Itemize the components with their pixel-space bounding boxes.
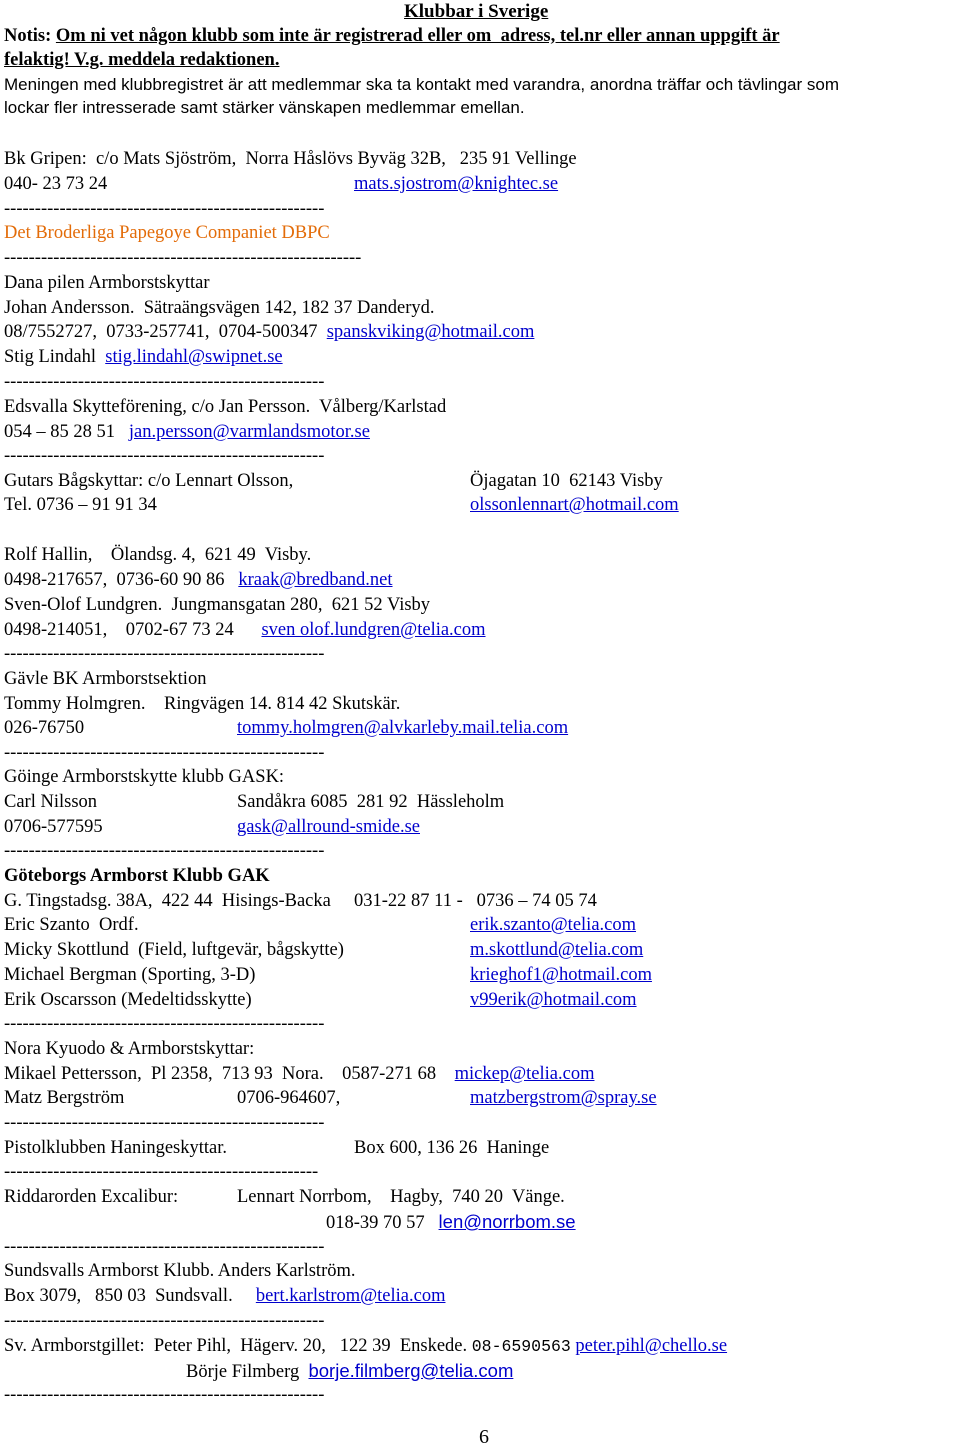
separator: ---------------------------------------------------- [4, 446, 325, 466]
armborstgillet-phone: 08-6590563 [471, 1337, 571, 1356]
dana-club-name: Dana pilen Armborstskyttar [4, 273, 210, 293]
goinge-address: Sandåkra 6085 281 92 Hässleholm [237, 792, 505, 812]
goinge-email-link[interactable]: gask@allround-smide.se [237, 817, 420, 837]
separator: ---------------------------------------------------- [4, 199, 325, 219]
sundsvall-club-line: Sundsvalls Armborst Klubb. Anders Karlström. [4, 1261, 356, 1281]
dbpc-club-name: Det Broderliga Papegoye Companiet DBPC [4, 223, 330, 243]
gak-person-1-email-link[interactable]: erik.szanto@telia.com [470, 915, 637, 935]
edsvalla-contact-line [4, 421, 370, 443]
notice-line-1 [4, 25, 780, 47]
pistol-club-name: Pistolklubben Haningeskyttar. [4, 1138, 228, 1158]
gripen-email-link[interactable]: mats.sjostrom@knightec.se [354, 174, 559, 194]
sundsvall-email-link[interactable]: bert.karlstrom@telia.com [255, 1286, 446, 1306]
gavle-address: Tommy Holmgren. Ringvägen 14. 814 42 Skutskär. [4, 694, 401, 714]
edsvalla-address: Edsvalla Skytteförening, c/o Jan Persson. Vålberg/Karlstad [4, 397, 447, 417]
gutars-contact2-email-link[interactable]: kraak@bredband.net [238, 570, 393, 590]
gak-person-3-email-link[interactable]: krieghof1@hotmail.com [470, 965, 652, 985]
gripen-address: Bk Gripen: c/o Mats Sjöström, Norra Håslövs Byväg 32B, 235 91 Vellinge [4, 149, 577, 169]
separator: ---------------------------------------------------- [4, 1311, 325, 1331]
gutars-contact3-line [4, 619, 486, 641]
intro-line-1: Meningen med klubbregistret är att medlemmar ska ta kontakt med varandra, anordna träffar och tävlingar som [4, 75, 839, 94]
notice-line-2: felaktig! V.g. meddela redaktionen. [4, 50, 280, 70]
armborstgillet-email-link[interactable]: peter.pihl@chello.se [575, 1336, 728, 1356]
gutars-contact2-line [4, 569, 393, 591]
riddar-address: Lennart Norrbom, Hagby, 740 20 Vänge. [237, 1187, 565, 1207]
gak-address: G. Tingstadsg. 38A, 422 44 Hisings-Backa 031-22 87 11 - 0736 – 74 05 74 [4, 891, 597, 911]
notice-text-1: Om ni vet någon klubb som inte är registrerad eller om adress, tel.nr eller annan uppgift är [55, 26, 780, 46]
separator: ---------------------------------------------------- [4, 841, 325, 861]
separator: ---------------------------------------------------------- [4, 248, 362, 268]
gak-person-3: Michael Bergman (Sporting, 3-D) [4, 965, 256, 985]
goinge-phone: 0706-577595 [4, 817, 103, 837]
gavle-email-link[interactable]: tommy.holmgren@alvkarleby.mail.telia.com [237, 718, 569, 738]
armborstgillet-contact2: Börje Filmberg [186, 1362, 309, 1382]
gak-person-4: Erik Oscarsson (Medeltidsskytte) [4, 990, 252, 1010]
sundsvall-contact-line [4, 1285, 445, 1307]
gripen-phone: 040- 23 73 24 [4, 174, 108, 194]
dana-address: Johan Andersson. Sätraängsvägen 142, 182 37 Danderyd. [4, 298, 435, 318]
gavle-club-name: Gävle BK Armborstsektion [4, 669, 207, 689]
gutars-address: Öjagatan 10 62143 Visby [470, 471, 663, 491]
gutars-contact3-phone: 0498-214051, 0702-67 73 24 [4, 620, 262, 640]
armborstgillet-contact2-line [186, 1360, 513, 1383]
separator: ---------------------------------------------------- [4, 1385, 325, 1405]
armborstgillet-address: Sv. Armborstgillet: Peter Pihl, Hägerv. 20, 122 39 Enskede. [4, 1336, 472, 1356]
armborstgillet-line [4, 1335, 727, 1358]
gutars-phone: Tel. 0736 – 91 91 34 [4, 495, 157, 515]
separator: --------------------------------------------------- [4, 1162, 319, 1182]
gutars-contact3-address: Sven-Olof Lundgren. Jungmansgatan 280, 621 52 Visby [4, 595, 431, 615]
riddar-email-link[interactable]: len@norrbom.se [438, 1211, 576, 1232]
page-number: 6 [479, 1426, 489, 1448]
dana-phones-line [4, 321, 534, 343]
intro-line-2: lockar fler intresserade samt stärker vänskapen medlemmar emellan. [4, 98, 525, 117]
separator: ---------------------------------------------------- [4, 743, 325, 763]
notice-label: Notis: [4, 26, 56, 46]
gutars-contact3-email-link[interactable]: sven olof.lundgren@telia.com [261, 620, 486, 640]
nora-contact-1: Mikael Pettersson, Pl 2358, 713 93 Nora. 0587-271 68 [4, 1064, 455, 1084]
goinge-contact: Carl Nilsson [4, 792, 98, 812]
nora-phone-2: 0706-964607, [237, 1088, 341, 1108]
page-title: Klubbar i Sverige [404, 1, 549, 22]
gavle-phone: 026-76750 [4, 718, 85, 738]
dana-email2-link[interactable]: stig.lindahl@swipnet.se [105, 347, 283, 367]
edsvalla-phone: 054 – 85 28 51 [4, 422, 129, 442]
nora-email-1-link[interactable]: mickep@telia.com [454, 1064, 595, 1084]
dana-email-link[interactable]: spanskviking@hotmail.com [326, 322, 535, 342]
dana-phones: 08/7552727, 0733-257741, 0704-500347 [4, 322, 327, 342]
edsvalla-email-link[interactable]: jan.persson@varmlandsmotor.se [128, 422, 370, 442]
riddar-contact-line [326, 1211, 576, 1234]
gak-person-2-email-link[interactable]: m.skottlund@telia.com [470, 940, 644, 960]
nora-club-name: Nora Kyuodo & Armborstskyttar: [4, 1039, 255, 1059]
gak-person-4-email-link[interactable]: v99erik@hotmail.com [470, 990, 637, 1010]
nora-line-1 [4, 1063, 594, 1085]
dana-contact2: Stig Lindahl [4, 347, 106, 367]
gak-person-2: Micky Skottlund (Field, luftgevär, bågskytte) [4, 940, 344, 960]
separator: ---------------------------------------------------- [4, 372, 325, 392]
sundsvall-address: Box 3079, 850 03 Sundsvall. [4, 1286, 256, 1306]
nora-email-2-link[interactable]: matzbergstrom@spray.se [470, 1088, 657, 1108]
riddar-phone: 018-39 70 57 [326, 1213, 439, 1233]
goinge-club-name: Göinge Armborstskytte klubb GASK: [4, 767, 285, 787]
separator: ---------------------------------------------------- [4, 1014, 325, 1034]
gak-person-1: Eric Szanto Ordf. [4, 915, 139, 935]
nora-contact-2: Matz Bergström [4, 1088, 125, 1108]
gak-club-name: Göteborgs Armborst Klubb GAK [4, 866, 270, 886]
armborstgillet-email2-link[interactable]: borje.filmberg@telia.com [308, 1360, 514, 1381]
separator: ---------------------------------------------------- [4, 644, 325, 664]
separator: ---------------------------------------------------- [4, 1237, 325, 1257]
dana-contact2-line [4, 346, 283, 368]
gutars-email-link[interactable]: olssonlennart@hotmail.com [470, 495, 679, 515]
gutars-club-line: Gutars Bågskyttar: c/o Lennart Olsson, [4, 471, 294, 491]
gutars-contact2-address: Rolf Hallin, Ölandsg. 4, 621 49 Visby. [4, 545, 312, 565]
separator: ---------------------------------------------------- [4, 1113, 325, 1133]
gutars-contact2-phone: 0498-217657, 0736-60 90 86 [4, 570, 239, 590]
pistol-address: Box 600, 136 26 Haninge [354, 1138, 550, 1158]
riddar-club-name: Riddarorden Excalibur: [4, 1187, 179, 1207]
